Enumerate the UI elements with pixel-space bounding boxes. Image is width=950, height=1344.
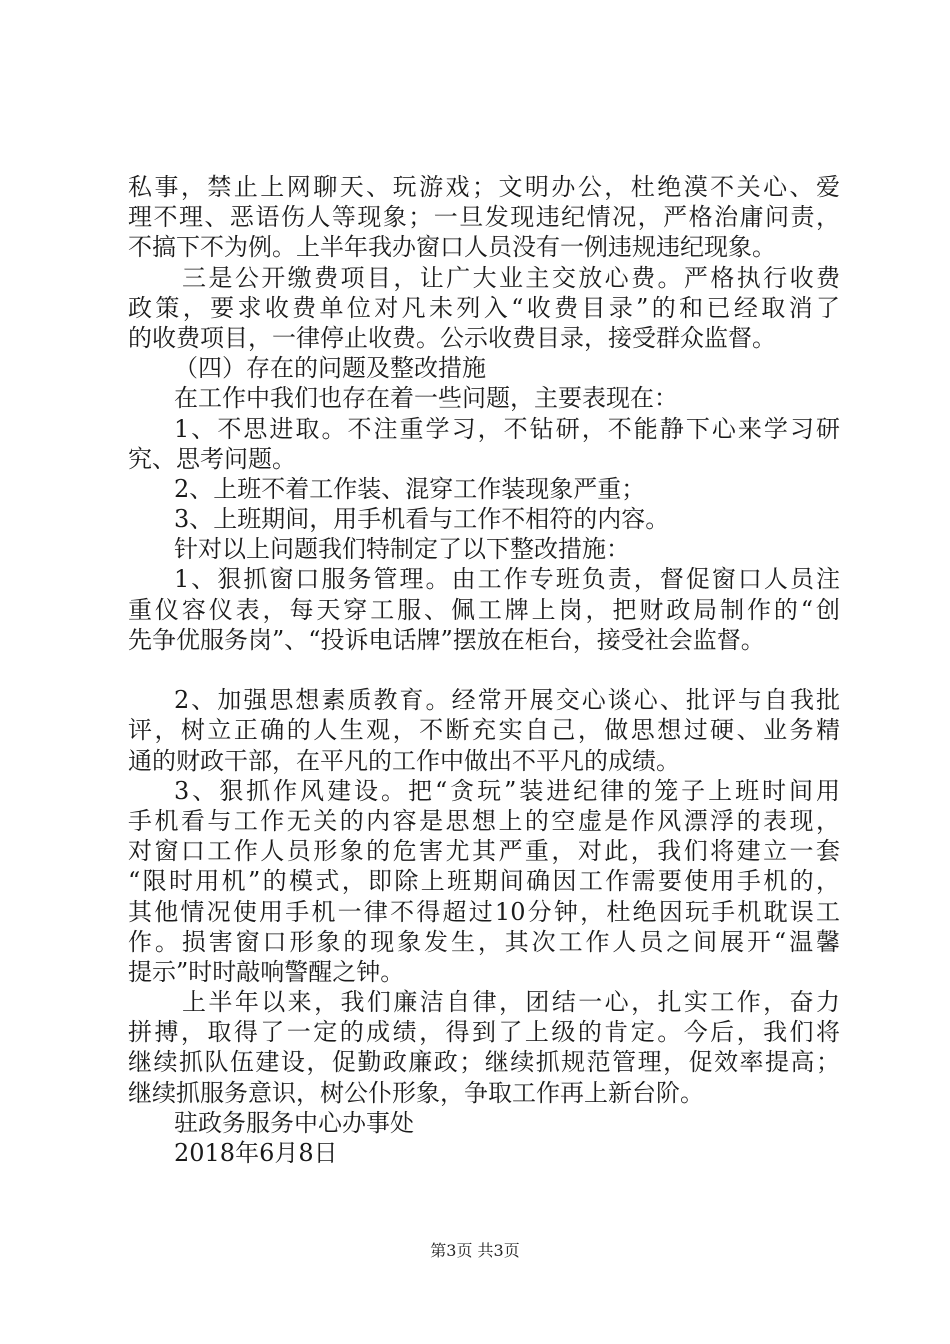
list-item-line: 3、上班期间，用手机看与工作不相符的内容。 <box>174 505 670 534</box>
list-item-line: 先争优服务岗”、“投诉电话牌”摆放在柜台，接受社会监督。 <box>128 625 765 654</box>
paragraph-line: 拼搏，取得了一定的成绩，得到了上级的肯定。今后，我们将 <box>128 1018 840 1047</box>
list-item-line: 2、加强思想素质教育。经常开展交心谈心、批评与自我批 <box>174 686 840 715</box>
list-item-line: 其他情况使用手机一律不得超过10分钟，杜绝因玩手机耽误工 <box>128 897 840 926</box>
paragraph-line: 针对以上问题我们特制定了以下整改措施： <box>174 535 630 564</box>
page-footer <box>0 1241 950 1261</box>
paragraph-line: 三是公开缴费项目，让广大业主交放心费。严格执行收费 <box>182 263 840 292</box>
list-item-line: 作。损害窗口形象的现象发生，其次工作人员之间展开“温馨 <box>128 927 840 956</box>
paragraph-line: 上半年以来，我们廉洁自律，团结一心，扎实工作，奋力 <box>182 988 840 1017</box>
list-item-line: “限时用机”的模式，即除上班期间确因工作需要使用手机的， <box>128 867 840 896</box>
list-item-line: 究、思考问题。 <box>128 444 296 473</box>
signature-date: 2018年6月8日 <box>174 1139 338 1167</box>
list-item-line: 3、狠抓作风建设。把“贪玩”装进纪律的笼子上班时间用 <box>174 776 840 805</box>
signature-org: 驻政务服务中心办事处 <box>174 1108 414 1137</box>
paragraph-line: 政策，要求收费单位对凡未列入“收费目录”的和已经取消了 <box>128 293 840 322</box>
list-item-line: 2、上班不着工作装、混穿工作装现象严重； <box>174 474 646 503</box>
paragraph-line: 的收费项目，一律停止收费。公示收费目录，接受群众监督。 <box>128 323 776 352</box>
list-item-line: 提示”时时敲响警醒之钟。 <box>128 957 405 986</box>
document-body <box>128 172 840 1168</box>
section-heading: （四）存在的问题及整改措施 <box>174 354 486 383</box>
paragraph-line: 在工作中我们也存在着一些问题，主要表现在： <box>174 384 678 413</box>
list-item-line: 手机看与工作无关的内容是思想上的空虚是作风漂浮的表现， <box>128 806 840 835</box>
list-item-line: 对窗口工作人员形象的危害尤其严重，对此，我们将建立一套 <box>128 837 840 866</box>
list-item-line: 1、不思进取。不注重学习，不钻研，不能静下心来学习研 <box>174 414 840 443</box>
blank-line <box>128 655 840 685</box>
page-number: 第3页 共3页 <box>430 1241 520 1260</box>
list-item-line: 通的财政干部，在平凡的工作中做出不平凡的成绩。 <box>128 746 680 775</box>
list-item-line: 评，树立正确的人生观，不断充实自己，做思想过硬、业务精 <box>128 716 840 745</box>
paragraph-line: 私事，禁止上网聊天、玩游戏；文明办公，杜绝漠不关心、爱 <box>128 173 840 201</box>
paragraph-line: 理不理、恶语伤人等现象；一旦发现违纪情况，严格治庸问责， <box>128 203 840 232</box>
list-item-line: 1、狠抓窗口服务管理。由工作专班负责，督促窗口人员注 <box>174 565 840 594</box>
paragraph-line: 继续抓服务意识，树公仆形象，争取工作再上新台阶。 <box>128 1078 704 1107</box>
paragraph-line: 不搞下不为例。上半年我办窗口人员没有一例违规违纪现象。 <box>128 233 776 262</box>
paragraph-line: 继续抓队伍建设，促勤政廉政；继续抓规范管理，促效率提高； <box>128 1048 840 1077</box>
list-item-line: 重仪容仪表，每天穿工服、佩工牌上岗，把财政局制作的“创 <box>128 595 840 624</box>
